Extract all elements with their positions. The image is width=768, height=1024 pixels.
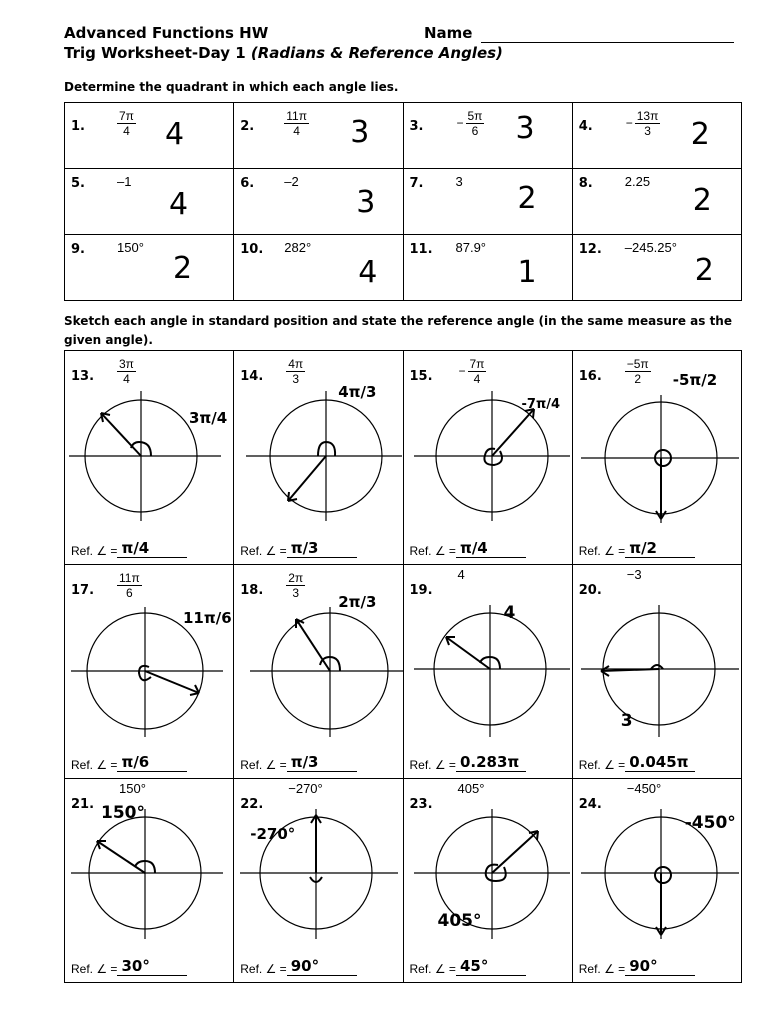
angle-fraction bbox=[286, 357, 305, 386]
problem-number: 4. bbox=[578, 119, 593, 134]
angle-fraction bbox=[625, 357, 651, 386]
reference-angle bbox=[578, 957, 695, 976]
angle-value: 405° bbox=[457, 781, 485, 796]
reference-angle bbox=[578, 753, 695, 772]
reference-angle bbox=[578, 539, 695, 558]
problem-number: 13. bbox=[71, 369, 95, 384]
numerator: 4π bbox=[288, 357, 304, 371]
ref-label: Ref. ∠ = bbox=[240, 758, 287, 772]
quadrant-cell-1[interactable] bbox=[65, 103, 234, 169]
handwritten-answer: 3 bbox=[356, 185, 376, 220]
ref-answer-line[interactable] bbox=[287, 753, 357, 772]
problem-number: 7. bbox=[409, 176, 424, 191]
problem-number: 10. bbox=[240, 242, 264, 257]
angle-value: −3 bbox=[626, 567, 642, 582]
worksheet-subtitle bbox=[64, 44, 503, 62]
problem-number: 23. bbox=[409, 797, 433, 812]
reference-angle bbox=[240, 957, 356, 976]
angle-fraction bbox=[456, 109, 485, 138]
quadrant-cell-7[interactable] bbox=[403, 169, 572, 235]
ref-answer: 0.045π bbox=[629, 753, 689, 771]
angle-value: 150° bbox=[119, 781, 146, 796]
denominator: 4 bbox=[123, 124, 130, 138]
sketch-cell-13[interactable] bbox=[65, 351, 234, 565]
angle-value: 282° bbox=[284, 240, 312, 255]
problem-number: 17. bbox=[71, 583, 95, 598]
sketch-cell-17[interactable] bbox=[65, 565, 234, 779]
reference-angle bbox=[240, 753, 356, 772]
sketch-cell-14[interactable] bbox=[234, 351, 403, 565]
handwritten-answer: 2 bbox=[173, 251, 193, 286]
ref-answer: π/2 bbox=[629, 539, 657, 557]
reference-angle bbox=[409, 539, 526, 558]
ref-answer-line[interactable] bbox=[117, 957, 187, 976]
sketch-instructions: Sketch each angle in standard position and state the reference angle (in the same measure as the given angle). bbox=[64, 314, 732, 347]
angle-fraction bbox=[458, 357, 487, 386]
reference-angle bbox=[409, 957, 526, 976]
handwritten-answer: 3 bbox=[350, 115, 370, 150]
handwritten-note: -450° bbox=[684, 813, 736, 833]
problem-number: 18. bbox=[240, 583, 264, 598]
quadrant-cell-8[interactable] bbox=[572, 169, 741, 235]
denominator: 4 bbox=[123, 372, 130, 386]
problem-number: 1. bbox=[71, 119, 85, 134]
numerator: 7π bbox=[469, 357, 485, 371]
ref-label: Ref. ∠ = bbox=[409, 962, 456, 976]
denominator: 4 bbox=[293, 124, 300, 138]
ref-label: Ref. ∠ = bbox=[240, 962, 287, 976]
handwritten-note: 4 bbox=[503, 603, 516, 623]
angle-fraction bbox=[625, 109, 661, 138]
negative-sign: − bbox=[458, 364, 466, 378]
problem-number: 11. bbox=[409, 242, 433, 257]
ref-answer: 30° bbox=[121, 957, 150, 975]
ref-label: Ref. ∠ = bbox=[409, 758, 456, 772]
numerator: 5π bbox=[467, 109, 483, 123]
ref-answer-line[interactable] bbox=[625, 957, 695, 976]
problem-number: 12. bbox=[578, 242, 602, 257]
ref-label: Ref. ∠ = bbox=[240, 544, 287, 558]
problem-number: 21. bbox=[71, 797, 95, 812]
subtitle-italic: (Radians & Reference Angles) bbox=[250, 44, 503, 62]
handwritten-note: 150° bbox=[101, 803, 145, 823]
sketch-cell-21[interactable] bbox=[65, 779, 234, 983]
ref-answer-line[interactable] bbox=[456, 957, 526, 976]
numerator: 7π bbox=[119, 109, 134, 123]
ref-answer-line[interactable] bbox=[456, 753, 526, 772]
handwritten-note: 4π/3 bbox=[338, 383, 377, 401]
angle-value: –245.25° bbox=[624, 240, 677, 255]
handwritten-note: 11π/6 bbox=[183, 609, 232, 627]
negative-sign: − bbox=[456, 116, 464, 130]
quadrant-cell-9[interactable] bbox=[65, 235, 234, 301]
negative-sign: − bbox=[625, 116, 633, 130]
handwritten-note: -270° bbox=[250, 825, 296, 843]
name-label: Name bbox=[424, 24, 473, 42]
ref-answer: π/4 bbox=[459, 539, 488, 557]
problem-number: 3. bbox=[409, 119, 424, 134]
ref-label: Ref. ∠ = bbox=[578, 758, 626, 772]
ref-label: Ref. ∠ = bbox=[578, 962, 626, 976]
quadrant-cell-2[interactable] bbox=[234, 103, 403, 169]
ref-answer-line[interactable] bbox=[625, 753, 695, 772]
angle-value: −270° bbox=[288, 781, 323, 796]
ref-answer: 90° bbox=[290, 957, 320, 975]
angle-value: –2 bbox=[284, 174, 299, 189]
ref-answer-line[interactable] bbox=[456, 539, 526, 558]
denominator: 3 bbox=[292, 586, 300, 600]
angle-value: 2.25 bbox=[624, 174, 651, 189]
reference-angle bbox=[71, 753, 187, 772]
sketch-cell-19[interactable] bbox=[403, 565, 572, 779]
reference-angle bbox=[71, 957, 187, 976]
ref-answer: 0.283π bbox=[459, 753, 520, 771]
handwritten-note: 3 bbox=[620, 711, 633, 731]
angle-fraction bbox=[286, 571, 305, 600]
ref-answer: π/4 bbox=[121, 539, 150, 557]
denominator: 6 bbox=[126, 586, 133, 600]
denominator: 2 bbox=[634, 372, 642, 386]
ref-label: Ref. ∠ = bbox=[71, 544, 118, 558]
reference-angle bbox=[71, 539, 187, 558]
handwritten-answer: 4 bbox=[169, 187, 189, 222]
numerator: 3π bbox=[119, 357, 134, 371]
handwritten-note: 2π/3 bbox=[338, 593, 377, 611]
ref-answer: π/3 bbox=[290, 539, 319, 557]
quadrant-table bbox=[64, 102, 742, 301]
ref-answer-line[interactable] bbox=[117, 539, 187, 558]
problem-number: 19. bbox=[409, 583, 433, 598]
angle-fraction bbox=[117, 109, 136, 138]
problem-number: 16. bbox=[578, 369, 602, 384]
quadrant-cell-4[interactable] bbox=[572, 103, 741, 169]
handwritten-note: 405° bbox=[437, 911, 482, 931]
quadrant-cell-6[interactable] bbox=[234, 169, 403, 235]
angle-fraction bbox=[117, 571, 142, 600]
sketch-cell-16[interactable] bbox=[572, 351, 741, 565]
reference-angle bbox=[409, 753, 526, 772]
angle-value: −450° bbox=[626, 781, 662, 796]
problem-number: 24. bbox=[578, 797, 602, 812]
numerator: 11π bbox=[119, 571, 140, 585]
sketch-cell-15[interactable] bbox=[403, 351, 572, 565]
sketch-cell-20[interactable] bbox=[572, 565, 741, 779]
ref-answer-line[interactable] bbox=[287, 957, 357, 976]
problem-number: 20. bbox=[578, 583, 602, 598]
problem-number: 15. bbox=[409, 369, 433, 384]
handwritten-answer: 2 bbox=[690, 117, 710, 152]
angle-fraction bbox=[117, 357, 136, 386]
handwritten-answer: 3 bbox=[515, 111, 535, 146]
denominator: 3 bbox=[292, 372, 300, 386]
sketch-cell-18[interactable] bbox=[234, 565, 403, 779]
quadrant-cell-11[interactable] bbox=[403, 235, 572, 301]
problem-number: 9. bbox=[71, 242, 85, 257]
problem-number: 5. bbox=[71, 176, 85, 191]
numerator: −5π bbox=[626, 357, 649, 371]
worksheet-title: Advanced Functions HW bbox=[64, 24, 269, 42]
sketch-table bbox=[64, 350, 742, 983]
ref-label: Ref. ∠ = bbox=[578, 544, 626, 558]
numerator: 2π bbox=[288, 571, 304, 585]
problem-number: 2. bbox=[240, 119, 255, 134]
ref-answer-line[interactable] bbox=[287, 539, 357, 558]
angle-value: 4 bbox=[457, 567, 465, 582]
quadrant-cell-12[interactable] bbox=[572, 235, 741, 301]
reference-angle bbox=[240, 539, 356, 558]
sketch-cell-22[interactable] bbox=[234, 779, 403, 983]
denominator: 4 bbox=[473, 372, 481, 386]
angle-fraction bbox=[284, 109, 309, 138]
problem-number: 14. bbox=[240, 369, 264, 384]
handwritten-answer: 4 bbox=[358, 255, 378, 290]
name-field[interactable] bbox=[481, 42, 734, 43]
handwritten-answer: 2 bbox=[517, 181, 537, 216]
quadrant-cell-3[interactable] bbox=[403, 103, 572, 169]
denominator: 3 bbox=[644, 124, 651, 138]
angle-value: 3 bbox=[455, 174, 463, 189]
ref-label: Ref. ∠ = bbox=[71, 962, 118, 976]
ref-answer-line[interactable] bbox=[625, 539, 695, 558]
ref-answer-line[interactable] bbox=[117, 753, 187, 772]
ref-answer: 45° bbox=[459, 957, 489, 975]
numerator: 11π bbox=[286, 109, 307, 123]
ref-answer: π/3 bbox=[290, 753, 319, 771]
quadrant-cell-5[interactable] bbox=[65, 169, 234, 235]
problem-number: 6. bbox=[240, 176, 255, 191]
denominator: 6 bbox=[471, 124, 479, 138]
angle-value: 150° bbox=[117, 240, 144, 255]
sketch-cell-23[interactable] bbox=[403, 779, 572, 983]
quadrant-instructions: Determine the quadrant in which each angle lies. bbox=[64, 80, 399, 94]
ref-label: Ref. ∠ = bbox=[409, 544, 456, 558]
sketch-cell-24[interactable] bbox=[572, 779, 741, 983]
handwritten-answer: 2 bbox=[694, 253, 714, 288]
handwritten-answer: 1 bbox=[517, 255, 537, 290]
problem-number: 22. bbox=[240, 797, 264, 812]
handwritten-note: 3π/4 bbox=[189, 409, 228, 427]
angle-value: 87.9° bbox=[455, 240, 487, 255]
handwritten-note: -7π/4 bbox=[521, 397, 561, 412]
ref-label: Ref. ∠ = bbox=[71, 758, 118, 772]
numerator: 13π bbox=[636, 109, 659, 123]
handwritten-answer: 2 bbox=[692, 183, 712, 218]
problem-number: 8. bbox=[578, 176, 593, 191]
subtitle-text: Trig Worksheet-Day 1 bbox=[64, 44, 251, 62]
handwritten-note: -5π/2 bbox=[672, 371, 718, 389]
quadrant-cell-10[interactable] bbox=[234, 235, 403, 301]
ref-answer: 90° bbox=[629, 957, 658, 975]
handwritten-answer: 4 bbox=[165, 117, 185, 152]
angle-value: –1 bbox=[117, 174, 132, 189]
ref-answer: π/6 bbox=[121, 753, 150, 771]
